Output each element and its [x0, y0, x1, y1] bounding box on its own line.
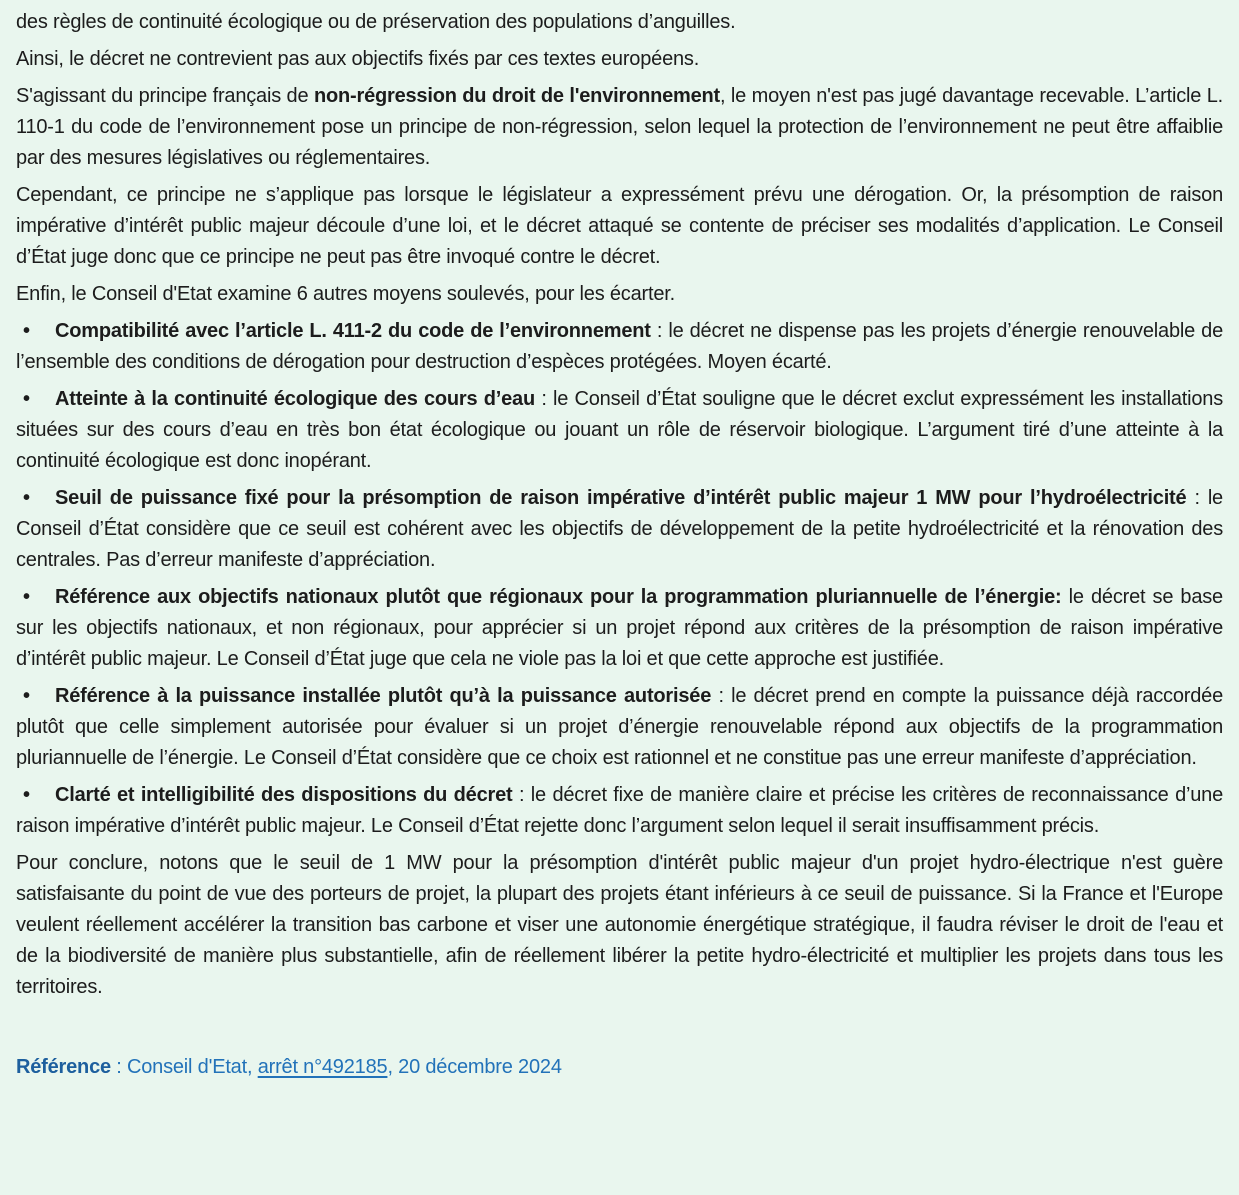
bold-run: non-régression du droit de l'environnement	[313, 85, 721, 107]
bold-run: Référence aux objectifs nationaux plutôt que régionaux pour la programmation pluriannuelle de l’énergie:	[55, 586, 1062, 608]
bullet-marker: •	[23, 320, 30, 342]
text-run: des règles de continuité écologique ou de préservation des populations d’anguilles.	[16, 11, 736, 33]
ruling-link[interactable]: arrêt n°492185	[257, 1056, 388, 1078]
text-run: Cependant, ce principe ne s’applique pas lorsque le législateur a expressément prévu une dérogation. Or, la présomption de raison impérative d’intérêt public majeur découle d’une loi, et le décret attaqué se contente de préciser ses modalités d’application. Le Conseil d’État juge donc que ce principe ne peut pas être invoqué contre le décret.	[16, 184, 1223, 268]
bullet-item	[16, 681, 1223, 774]
bullet-marker: •	[23, 586, 30, 608]
text-run: Pour conclure, notons que le seuil de 1 MW pour la présomption d'intérêt public majeur d'un projet hydro-électrique n'est guère satisfaisante du point de vue des porteurs de projet, la plupart des projets étant inférieurs à ce seuil de puissance. Si la France et l'Europe veulent réellement accélérer la transition bas carbone et viser une autonomie énergétique stratégique, il faudra réviser le droit de l'eau et de la biodiversité de manière plus substantielle, afin de réellement libérer la petite hydro-électricité et multiplier les projets dans tous les territoires.	[16, 852, 1223, 998]
bullet-item	[16, 483, 1223, 576]
bullet-marker: •	[23, 685, 30, 707]
bold-run: Référence à la puissance installée plutôt qu’à la puissance autorisée	[55, 685, 712, 707]
paragraph	[16, 44, 1223, 75]
text-run: le décret se base sur les objectifs nationaux, et non régionaux, pour apprécier si un projet répond aux critères de la présomption de raison impérative d’intérêt public majeur. Le Conseil d’État juge que cela ne viole pas la loi et que cette approche est justifiée.	[16, 586, 1223, 670]
text-run: S'agissant du principe français de	[16, 85, 314, 107]
bullet-item	[16, 582, 1223, 675]
text-run: : le décret ne dispense pas les projets d’énergie renouvelable de l’ensemble des conditions de dérogation pour destruction d’espèces protégées. Moyen écarté.	[16, 320, 1223, 373]
paragraph	[16, 7, 1223, 38]
bold-run: Atteinte à la continuité écologique des cours d’eau	[55, 388, 535, 410]
bullet-item	[16, 780, 1223, 842]
paragraph	[16, 180, 1223, 273]
bullet-item	[16, 316, 1223, 378]
text-run: : le Conseil d’État considère que ce seuil est cohérent avec les objectifs de développement de la petite hydroélectricité et la rénovation des centrales. Pas d’erreur manifeste d’appréciation.	[16, 487, 1223, 571]
text-run: , 20 décembre 2024	[387, 1056, 562, 1078]
spacer	[16, 1009, 1223, 1040]
text-run: : le décret fixe de manière claire et précise les critères de reconnaissance d’une raison impérative d’intérêt public majeur. Le Conseil d’État rejette donc l’argument selon lequel il serait insuffisamment précis.	[16, 784, 1224, 837]
reference-label: Référence	[16, 1056, 111, 1078]
bullet-item	[16, 384, 1223, 477]
bold-run: Compatibilité avec l’article L. 411-2 du code de l’environnement	[55, 320, 651, 342]
paragraph	[16, 848, 1223, 1003]
paragraph	[16, 279, 1223, 310]
bullet-marker: •	[23, 388, 30, 410]
text-run: Enfin, le Conseil d'Etat examine 6 autres moyens soulevés, pour les écarter.	[16, 283, 675, 305]
text-run: : Conseil d'Etat,	[110, 1056, 258, 1078]
bullet-marker: •	[23, 784, 30, 806]
text-run: : le décret prend en compte la puissance déjà raccordée plutôt que celle simplement autorisée pour évaluer si un projet d’énergie renouvelable répond aux objectifs de la programmation pluriannuelle de l’énergie. Le Conseil d’État considère que ce choix est rationnel et ne constitue pas une erreur manifeste d’appréciation.	[16, 685, 1223, 769]
bullet-marker: •	[23, 487, 30, 509]
text-run: , le moyen n'est pas jugé davantage recevable. L’article L. 110-1 du code de l’environnement pose un principe de non-régression, selon lequel la protection de l’environnement ne peut être affaiblie par des mesures législatives ou réglementaires.	[16, 85, 1223, 169]
bold-run: Clarté et intelligibilité des dispositions du décret	[55, 784, 513, 806]
bold-run: Seuil de puissance fixé pour la présomption de raison impérative d’intérêt public majeur 1 MW pour l’hydroélectricité	[55, 487, 1187, 509]
reference-paragraph	[16, 1052, 1223, 1083]
text-run: : le Conseil d’État souligne que le décret exclut expressément les installations situées sur des cours d’eau en très bon état écologique ou jouant un rôle de réservoir biologique. L’argument tiré d’une atteinte à la continuité écologique est donc inopérant.	[16, 388, 1224, 472]
text-run: Ainsi, le décret ne contrevient pas aux objectifs fixés par ces textes européens.	[16, 48, 700, 70]
paragraph	[16, 81, 1223, 174]
